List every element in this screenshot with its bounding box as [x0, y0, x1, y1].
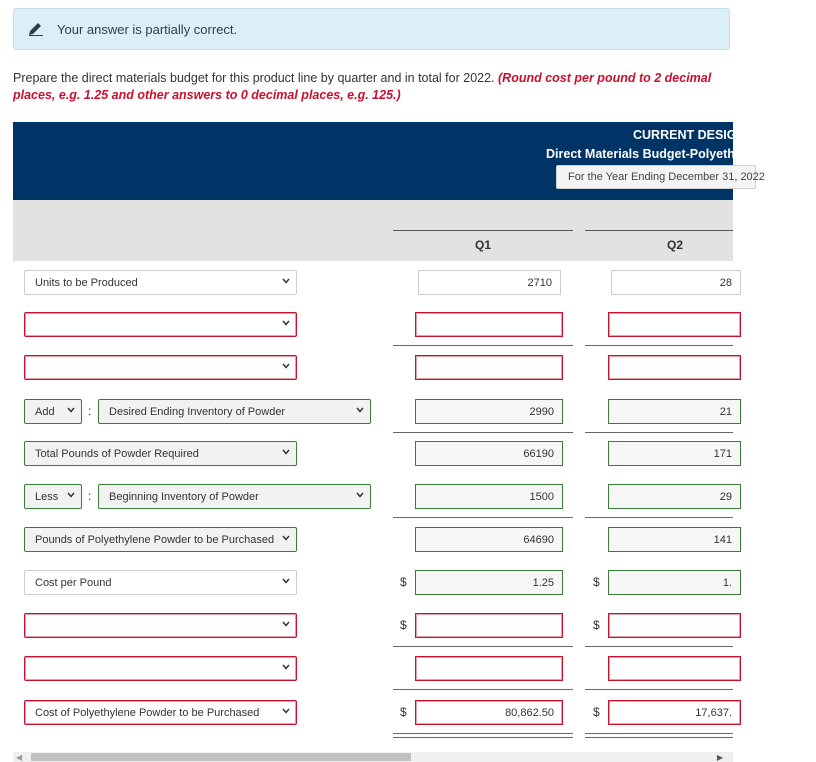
select-value: Desired Ending Inventory of Powder — [109, 406, 286, 418]
chevron-down-icon — [282, 534, 290, 542]
pencil-icon — [28, 22, 44, 41]
chevron-down-icon — [282, 362, 290, 370]
q1-input[interactable] — [415, 656, 563, 681]
row-label-select[interactable] — [24, 570, 297, 595]
dollar-sign: $ — [593, 575, 600, 589]
q1-ending-inventory-input[interactable]: 2990 — [415, 399, 563, 424]
budget-title: Direct Materials Budget-Polyethylene Powder — [546, 147, 816, 161]
rounding-note: (Round cost per pound to 2 decimal places, e.g. 1.25 and other answers to 0 decimal places, e.g. 125.) — [13, 71, 712, 102]
double-rule — [393, 733, 573, 738]
scroll-right-arrow-icon[interactable]: ▶ — [716, 753, 723, 762]
chevron-down-icon — [282, 277, 290, 285]
q1-total-required-input[interactable]: 66190 — [415, 441, 563, 466]
q1-input[interactable] — [415, 613, 563, 638]
dollar-sign: $ — [593, 705, 600, 719]
q2-total-required-input[interactable]: 171 — [608, 441, 741, 466]
colon-separator: : — [88, 404, 92, 418]
double-rule — [585, 733, 733, 738]
q1-beginning-inventory-input[interactable]: 1500 — [415, 484, 563, 509]
q2-cost-purchased-input[interactable]: 17,637. — [608, 700, 741, 725]
select-value: Total Pounds of Powder Required — [35, 448, 199, 460]
sum-rule — [585, 345, 733, 346]
feedback-message: Your answer is partially correct. — [57, 22, 238, 37]
dollar-sign: $ — [400, 705, 407, 719]
q1-header-rule — [393, 230, 573, 231]
chevron-down-icon — [356, 406, 364, 414]
sum-rule — [585, 432, 733, 433]
select-value: Add — [35, 406, 55, 418]
instructions-text: Prepare the direct materials budget for this product line by quarter and in total for 2022. — [13, 71, 498, 85]
row-label-select[interactable] — [24, 656, 297, 681]
colon-separator: : — [88, 489, 92, 503]
add-less-select[interactable] — [24, 484, 82, 509]
horizontal-scrollbar[interactable] — [13, 752, 733, 762]
row-label-select[interactable] — [24, 613, 297, 638]
q2-units-input[interactable]: 28 — [611, 270, 741, 295]
chevron-down-icon — [282, 707, 290, 715]
chevron-down-icon — [282, 620, 290, 628]
select-value: Beginning Inventory of Powder — [109, 491, 259, 503]
q2-cost-per-pound-input[interactable]: 1. — [608, 570, 741, 595]
q2-pounds-purchased-input[interactable]: 141 — [608, 527, 741, 552]
sum-rule — [585, 646, 733, 647]
row-label-select[interactable] — [24, 527, 297, 552]
select-value: Cost per Pound — [35, 577, 112, 589]
row-label-select[interactable] — [98, 399, 371, 424]
sum-rule — [393, 517, 573, 518]
feedback-banner — [13, 8, 730, 50]
row-label-select[interactable] — [24, 355, 297, 380]
row-label-select[interactable] — [24, 312, 297, 337]
row-label-select[interactable] — [98, 484, 371, 509]
chevron-down-icon — [282, 319, 290, 327]
q1-cost-purchased-input[interactable]: 80,862.50 — [415, 700, 563, 725]
select-value: Pounds of Polyethylene Powder to be Purchased — [35, 534, 275, 546]
q2-input[interactable] — [608, 656, 741, 681]
q1-header: Q1 — [475, 238, 492, 252]
q2-beginning-inventory-input[interactable]: 29 — [608, 484, 741, 509]
dollar-sign: $ — [400, 575, 407, 589]
row-label-select[interactable] — [24, 700, 297, 725]
sum-rule — [393, 689, 573, 690]
q2-header: Q2 — [667, 238, 684, 252]
select-value: Cost of Polyethylene Powder to be Purchased — [35, 707, 260, 719]
dollar-sign: $ — [400, 618, 407, 632]
sum-rule — [585, 689, 733, 690]
q2-input[interactable] — [608, 355, 741, 380]
scroll-left-arrow-icon[interactable]: ◀ — [16, 753, 23, 762]
chevron-down-icon — [282, 663, 290, 671]
sum-rule — [393, 646, 573, 647]
q2-input[interactable] — [608, 613, 741, 638]
chevron-down-icon — [67, 491, 75, 499]
q2-header-rule — [585, 230, 733, 231]
sum-rule — [393, 432, 573, 433]
chevron-down-icon — [282, 448, 290, 456]
select-value: Less — [35, 491, 59, 503]
sum-rule — [585, 517, 733, 518]
sum-rule — [393, 345, 573, 346]
q1-input[interactable] — [415, 355, 563, 380]
dollar-sign: $ — [593, 618, 600, 632]
q1-pounds-purchased-input[interactable]: 64690 — [415, 527, 563, 552]
row-label-select[interactable] — [24, 441, 297, 466]
select-value: Units to be Produced — [35, 277, 138, 289]
q1-units-input[interactable]: 2710 — [418, 270, 561, 295]
chevron-down-icon — [282, 577, 290, 585]
chevron-down-icon — [356, 491, 364, 499]
period-select[interactable]: For the Year Ending December 31, 2022 — [556, 165, 756, 189]
q2-input[interactable] — [608, 312, 741, 337]
company-name: CURRENT DESIGNS — [633, 128, 754, 142]
q1-input[interactable] — [415, 312, 563, 337]
scrollbar-thumb[interactable] — [31, 753, 411, 761]
q2-ending-inventory-input[interactable]: 21 — [608, 399, 741, 424]
add-less-select[interactable] — [24, 399, 82, 424]
row-label-select[interactable] — [24, 270, 297, 295]
q1-cost-per-pound-input[interactable]: 1.25 — [415, 570, 563, 595]
instructions — [13, 70, 731, 104]
chevron-down-icon — [67, 406, 75, 414]
budget-header — [13, 122, 816, 200]
